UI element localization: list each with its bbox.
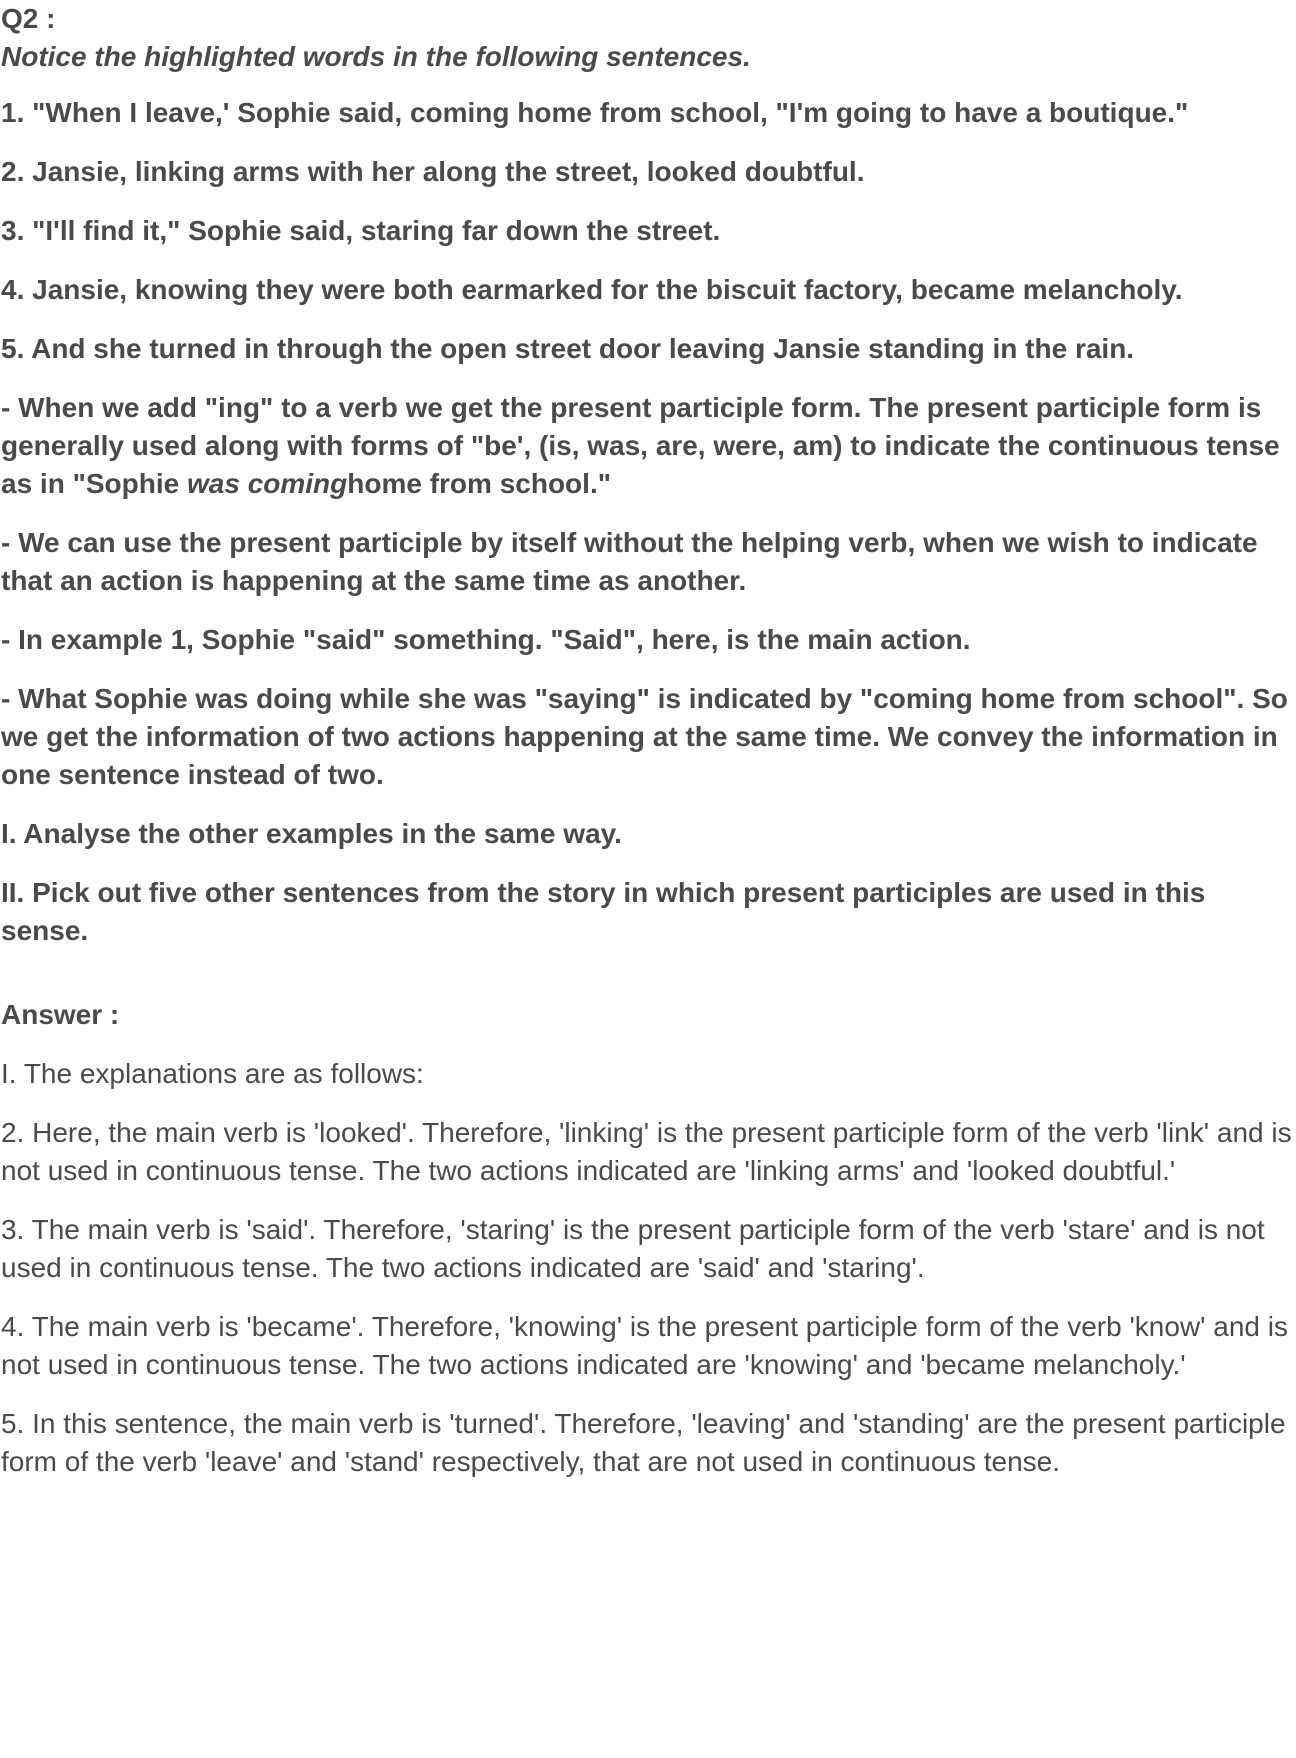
example-sentence: 5. And she turned in through the open street door leaving Jansie standing in the rain. — [1, 333, 1135, 364]
task: II. Pick out five other sentences from the story in which present participles are used in this sense. — [1, 877, 1206, 946]
note-paragraph — [1, 389, 1296, 503]
example-sentence: 1. "When I leave,' Sophie said, coming home from school, "I'm going to have a boutique." — [1, 97, 1189, 128]
example-sentence: 3. "I'll find it," Sophie said, staring far down the street. — [1, 215, 721, 246]
question-label: Q2 : — [1, 3, 56, 34]
task: I. Analyse the other examples in the same way. — [1, 818, 622, 849]
answer-item: 4. The main verb is 'became'. Therefore, 'knowing' is the present participle form of the verb 'know' and is not used in continuous tense. The two actions indicated are 'knowing' and 'became melancholy.' — [1, 1311, 1289, 1380]
note-paragraph: - In example 1, Sophie "said" something. "Said", here, is the main action. — [1, 624, 971, 655]
answer-item: I. The explanations are as follows: — [1, 1058, 424, 1089]
answer-label: Answer : — [1, 999, 120, 1030]
note-text: home from school." — [347, 468, 611, 499]
answer-item: 2. Here, the main verb is 'looked'. Therefore, 'linking' is the present participle form of the verb 'link' and is not used in continuous tense. The two actions indicated are 'linking arms' and 'looked doubtful.' — [1, 1117, 1292, 1186]
note-text: - When we add "ing" to a verb we get the present participle form. The present participle form is generally used along with forms of "be', (is, was, are, were, am) to indicate the continuous tense as in "Sophie — [1, 392, 1280, 499]
note-emphasis: was coming — [186, 468, 348, 499]
example-sentence: 4. Jansie, knowing they were both earmarked for the biscuit factory, became melancholy. — [1, 274, 1183, 305]
question-instruction: Notice the highlighted words in the following sentences. — [1, 41, 751, 72]
example-sentence: 2. Jansie, linking arms with her along the street, looked doubtful. — [1, 156, 865, 187]
note-paragraph: - We can use the present participle by itself without the helping verb, when we wish to indicate that an action is happening at the same time as another. — [1, 527, 1258, 596]
answer-item: 5. In this sentence, the main verb is 'turned'. Therefore, 'leaving' and 'standing' are the present participle form of the verb 'leave' and 'stand' respectively, that are not used in continuous tense. — [1, 1408, 1286, 1477]
answer-item: 3. The main verb is 'said'. Therefore, 'staring' is the present participle form of the verb 'stare' and is not used in continuous tense. The two actions indicated are 'said' and 'staring'. — [1, 1214, 1265, 1283]
note-paragraph: - What Sophie was doing while she was "saying" is indicated by "coming home from school". So we get the information of two actions happening at the same time. We convey the information in one sentence instead of two. — [1, 683, 1288, 790]
